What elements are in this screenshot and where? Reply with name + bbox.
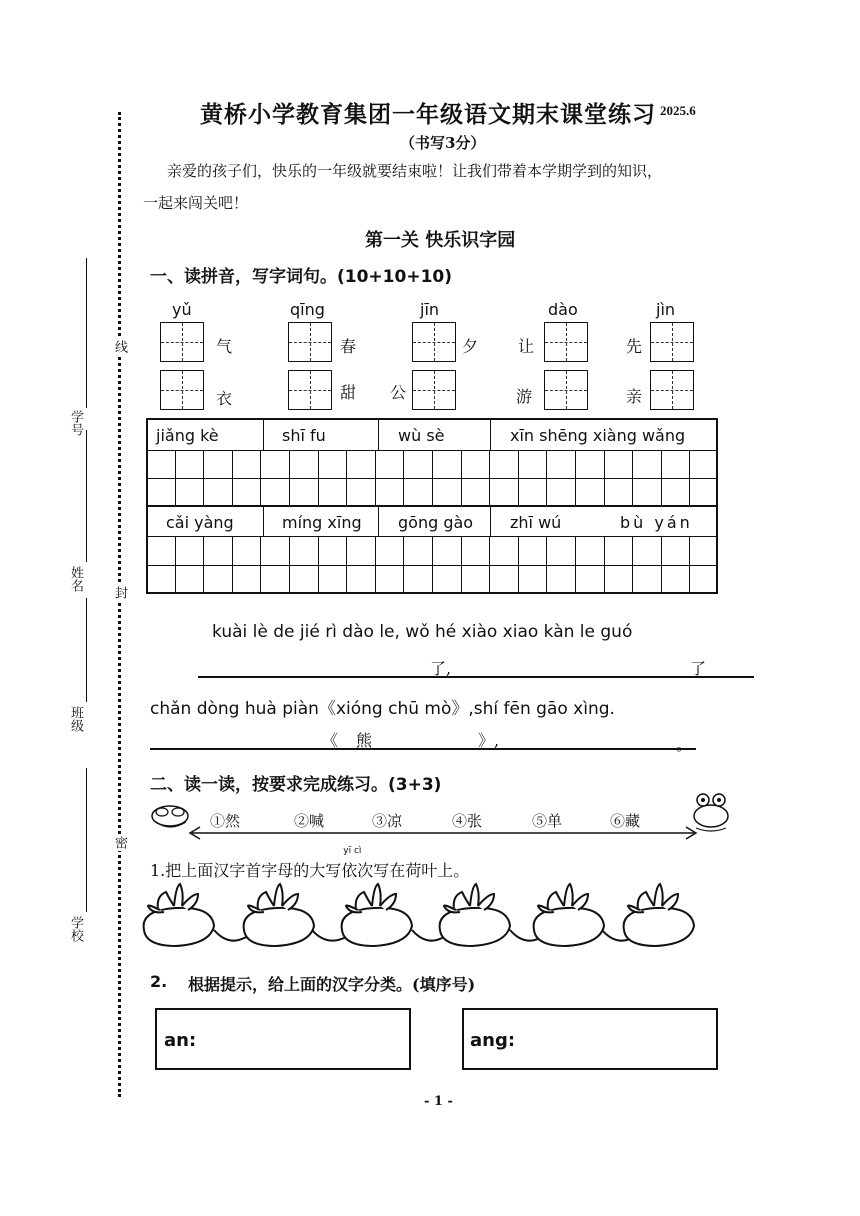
tianzi-box[interactable] <box>288 322 332 362</box>
grid-cell-line <box>689 450 690 505</box>
subtitle: （书写3分） <box>400 134 486 152</box>
sentence1-fill-b: 了 <box>690 659 707 678</box>
grid-cell-line <box>518 450 519 505</box>
grid-word-divider <box>490 418 491 450</box>
grid-cell-line <box>375 536 376 594</box>
grid-cell-line <box>432 450 433 505</box>
binding-feng: 封 <box>112 586 127 599</box>
grid-cell-line <box>432 536 433 594</box>
q2-number: 2. <box>150 972 168 991</box>
lotus-leaf <box>244 884 314 946</box>
char-hint: 亲 <box>626 387 643 406</box>
line-banji <box>86 598 87 702</box>
grid-cell-line <box>318 450 319 505</box>
grid-cell-line <box>289 536 290 594</box>
section2-heading: 二、读一读，按要求完成练习。(3+3) <box>150 775 442 795</box>
char-pinyin: qīng <box>290 300 325 319</box>
grid-cell-line <box>289 450 290 505</box>
char-pinyin: dào <box>548 300 578 319</box>
sentence2-bear: 熊 <box>356 731 373 750</box>
grid-cell-line <box>346 536 347 594</box>
char-hint: 衣 <box>216 389 233 408</box>
q1-yici: yī cì 依次 <box>341 846 374 880</box>
char-hint: 公 <box>390 383 407 402</box>
tianzi-box[interactable] <box>412 370 456 410</box>
grid-cell-line <box>661 450 662 505</box>
word-pinyin: xīn shēng xiàng wǎng <box>510 426 686 445</box>
grid-cell-line <box>203 536 204 594</box>
sentence2-open-quote: 《 <box>322 731 339 750</box>
section2-char: ②喊 <box>294 812 325 830</box>
lotus-leaf <box>440 884 510 946</box>
char-hint: 气 <box>216 337 233 356</box>
sentence2-end: 。 <box>676 735 693 754</box>
tianzi-box[interactable] <box>544 370 588 410</box>
binding-dotted-line <box>118 112 121 1097</box>
grid-cell-line <box>346 450 347 505</box>
section2-char: ⑥藏 <box>610 812 641 830</box>
grid-word-divider <box>378 418 379 450</box>
grid-cell-line <box>232 450 233 505</box>
grid-word-divider <box>263 505 264 536</box>
grid-cell-line <box>632 450 633 505</box>
word-pinyin: shī fu <box>282 426 326 445</box>
grid-cell-line <box>375 450 376 505</box>
char-hint: 游 <box>516 387 533 406</box>
section1-heading: 一、读拼音，写字词句。(10+10+10) <box>150 267 452 287</box>
tianzi-box[interactable] <box>160 322 204 362</box>
tianzi-box[interactable] <box>544 322 588 362</box>
grid-cell-line <box>403 450 404 505</box>
q1-line <box>150 846 470 881</box>
label-banji: 班级 <box>68 706 83 732</box>
answer-box-an-label: an: <box>164 1030 197 1051</box>
q1-prefix: 1.把上面汉字首字母的大写 <box>150 861 342 880</box>
section2-char: ④张 <box>452 812 483 830</box>
char-pinyin: yǔ <box>172 300 192 319</box>
tianzi-box[interactable] <box>412 322 456 362</box>
sentence2-answer-line[interactable] <box>150 748 696 750</box>
label-xuexiao: 学校 <box>68 916 83 942</box>
section2-char: ⑤单 <box>532 812 563 830</box>
date: 2025.6 <box>660 103 696 118</box>
lotus-leaf <box>624 884 694 946</box>
grid-cell-line <box>604 450 605 505</box>
tianzi-box[interactable] <box>650 370 694 410</box>
word-pinyin: zhī wú <box>510 513 562 532</box>
char-pinyin: jīn <box>420 300 440 319</box>
word-pinyin: míng xīng <box>282 513 362 532</box>
lotus-leaves <box>136 880 702 952</box>
char-hint: 夕 <box>462 337 479 356</box>
grid-cell-line <box>604 536 605 594</box>
grid-cell-line <box>546 450 547 505</box>
grid-cell-line <box>403 536 404 594</box>
grid-cell-line <box>260 536 261 594</box>
grid-cell-line <box>689 536 690 594</box>
grid-cell-line <box>489 536 490 594</box>
line-xuexiao <box>86 768 87 912</box>
section2-char: ③凉 <box>372 812 403 830</box>
tianzi-box[interactable] <box>288 370 332 410</box>
label-xuehao: 学号 <box>68 410 83 436</box>
grid-cell-line <box>518 536 519 594</box>
grid-cell-line <box>232 536 233 594</box>
section2-char: ①然 <box>210 812 241 830</box>
intro-line-1: 亲爱的孩子们，快乐的一年级就要结束啦！让我们带着本学期学到的知识， <box>167 162 663 180</box>
grid-row-divider <box>146 505 718 507</box>
grid-cell-line <box>575 536 576 594</box>
lotus-leaf <box>144 884 214 946</box>
lotus-leaf <box>534 884 604 946</box>
word-pinyin: jiǎng kè <box>156 426 219 445</box>
q1-yici-pinyin: yī cì <box>343 846 362 856</box>
intro-line-2: 一起来闯关吧！ <box>143 194 249 212</box>
binding-xian: 线 <box>112 340 127 353</box>
char-pinyin: jìn <box>656 300 676 319</box>
tianzi-box[interactable] <box>160 370 204 410</box>
grid-cell-line <box>461 536 462 594</box>
lotus-leaf <box>342 884 412 946</box>
grid-cell-line <box>575 450 576 505</box>
grid-cell-line <box>203 450 204 505</box>
grid-cell-line <box>661 536 662 594</box>
char-hint: 春 <box>340 337 357 356</box>
tianzi-box[interactable] <box>650 322 694 362</box>
grid-word-divider <box>378 505 379 536</box>
sentence1-pinyin: kuài lè de jié rì dào le, wǒ hé xiào xiao kàn le guó <box>212 622 633 642</box>
grid-cell-line <box>175 536 176 594</box>
line-xingming <box>86 430 87 562</box>
grid-cell-line <box>175 450 176 505</box>
grid-word-divider <box>263 418 264 450</box>
label-xingming: 姓名 <box>68 566 83 592</box>
char-hint: 让 <box>518 337 535 356</box>
line-xuehao <box>86 258 87 408</box>
grid-cell-line <box>260 450 261 505</box>
q2-text: 根据提示，给上面的汉字分类。(填序号) <box>188 975 476 994</box>
sentence2-close-quote: 》, <box>478 731 500 750</box>
grid-cell-line <box>461 450 462 505</box>
word-pinyin: wù sè <box>398 426 445 445</box>
word-pinyin: cǎi yàng <box>166 513 234 532</box>
word-pinyin: bù yán <box>620 513 693 532</box>
page-title: 黄桥小学教育集团一年级语文期末课堂练习 <box>200 102 656 128</box>
grid-cell-line <box>489 450 490 505</box>
level-title: 第一关 快乐识字园 <box>365 230 516 251</box>
grid-cell-line <box>318 536 319 594</box>
char-hint: 甜 <box>340 383 357 402</box>
answer-box-ang-label: ang: <box>470 1030 516 1051</box>
grid-word-divider <box>490 505 491 536</box>
sentence1-fill-a: 了, <box>430 659 452 678</box>
sentence1-answer-line[interactable] <box>198 676 754 678</box>
q1-suffix: 写在荷叶上。 <box>373 861 470 880</box>
char-hint: 先 <box>626 337 643 356</box>
binding-mi: 密 <box>112 836 127 849</box>
sentence2-pinyin: chǎn dòng huà piàn《xióng chū mò》,shí fēn gāo xìng. <box>150 699 615 719</box>
word-pinyin: gōng gào <box>398 513 474 532</box>
page-number: - 1 - <box>424 1094 453 1109</box>
grid-cell-line <box>632 536 633 594</box>
grid-cell-line <box>546 536 547 594</box>
